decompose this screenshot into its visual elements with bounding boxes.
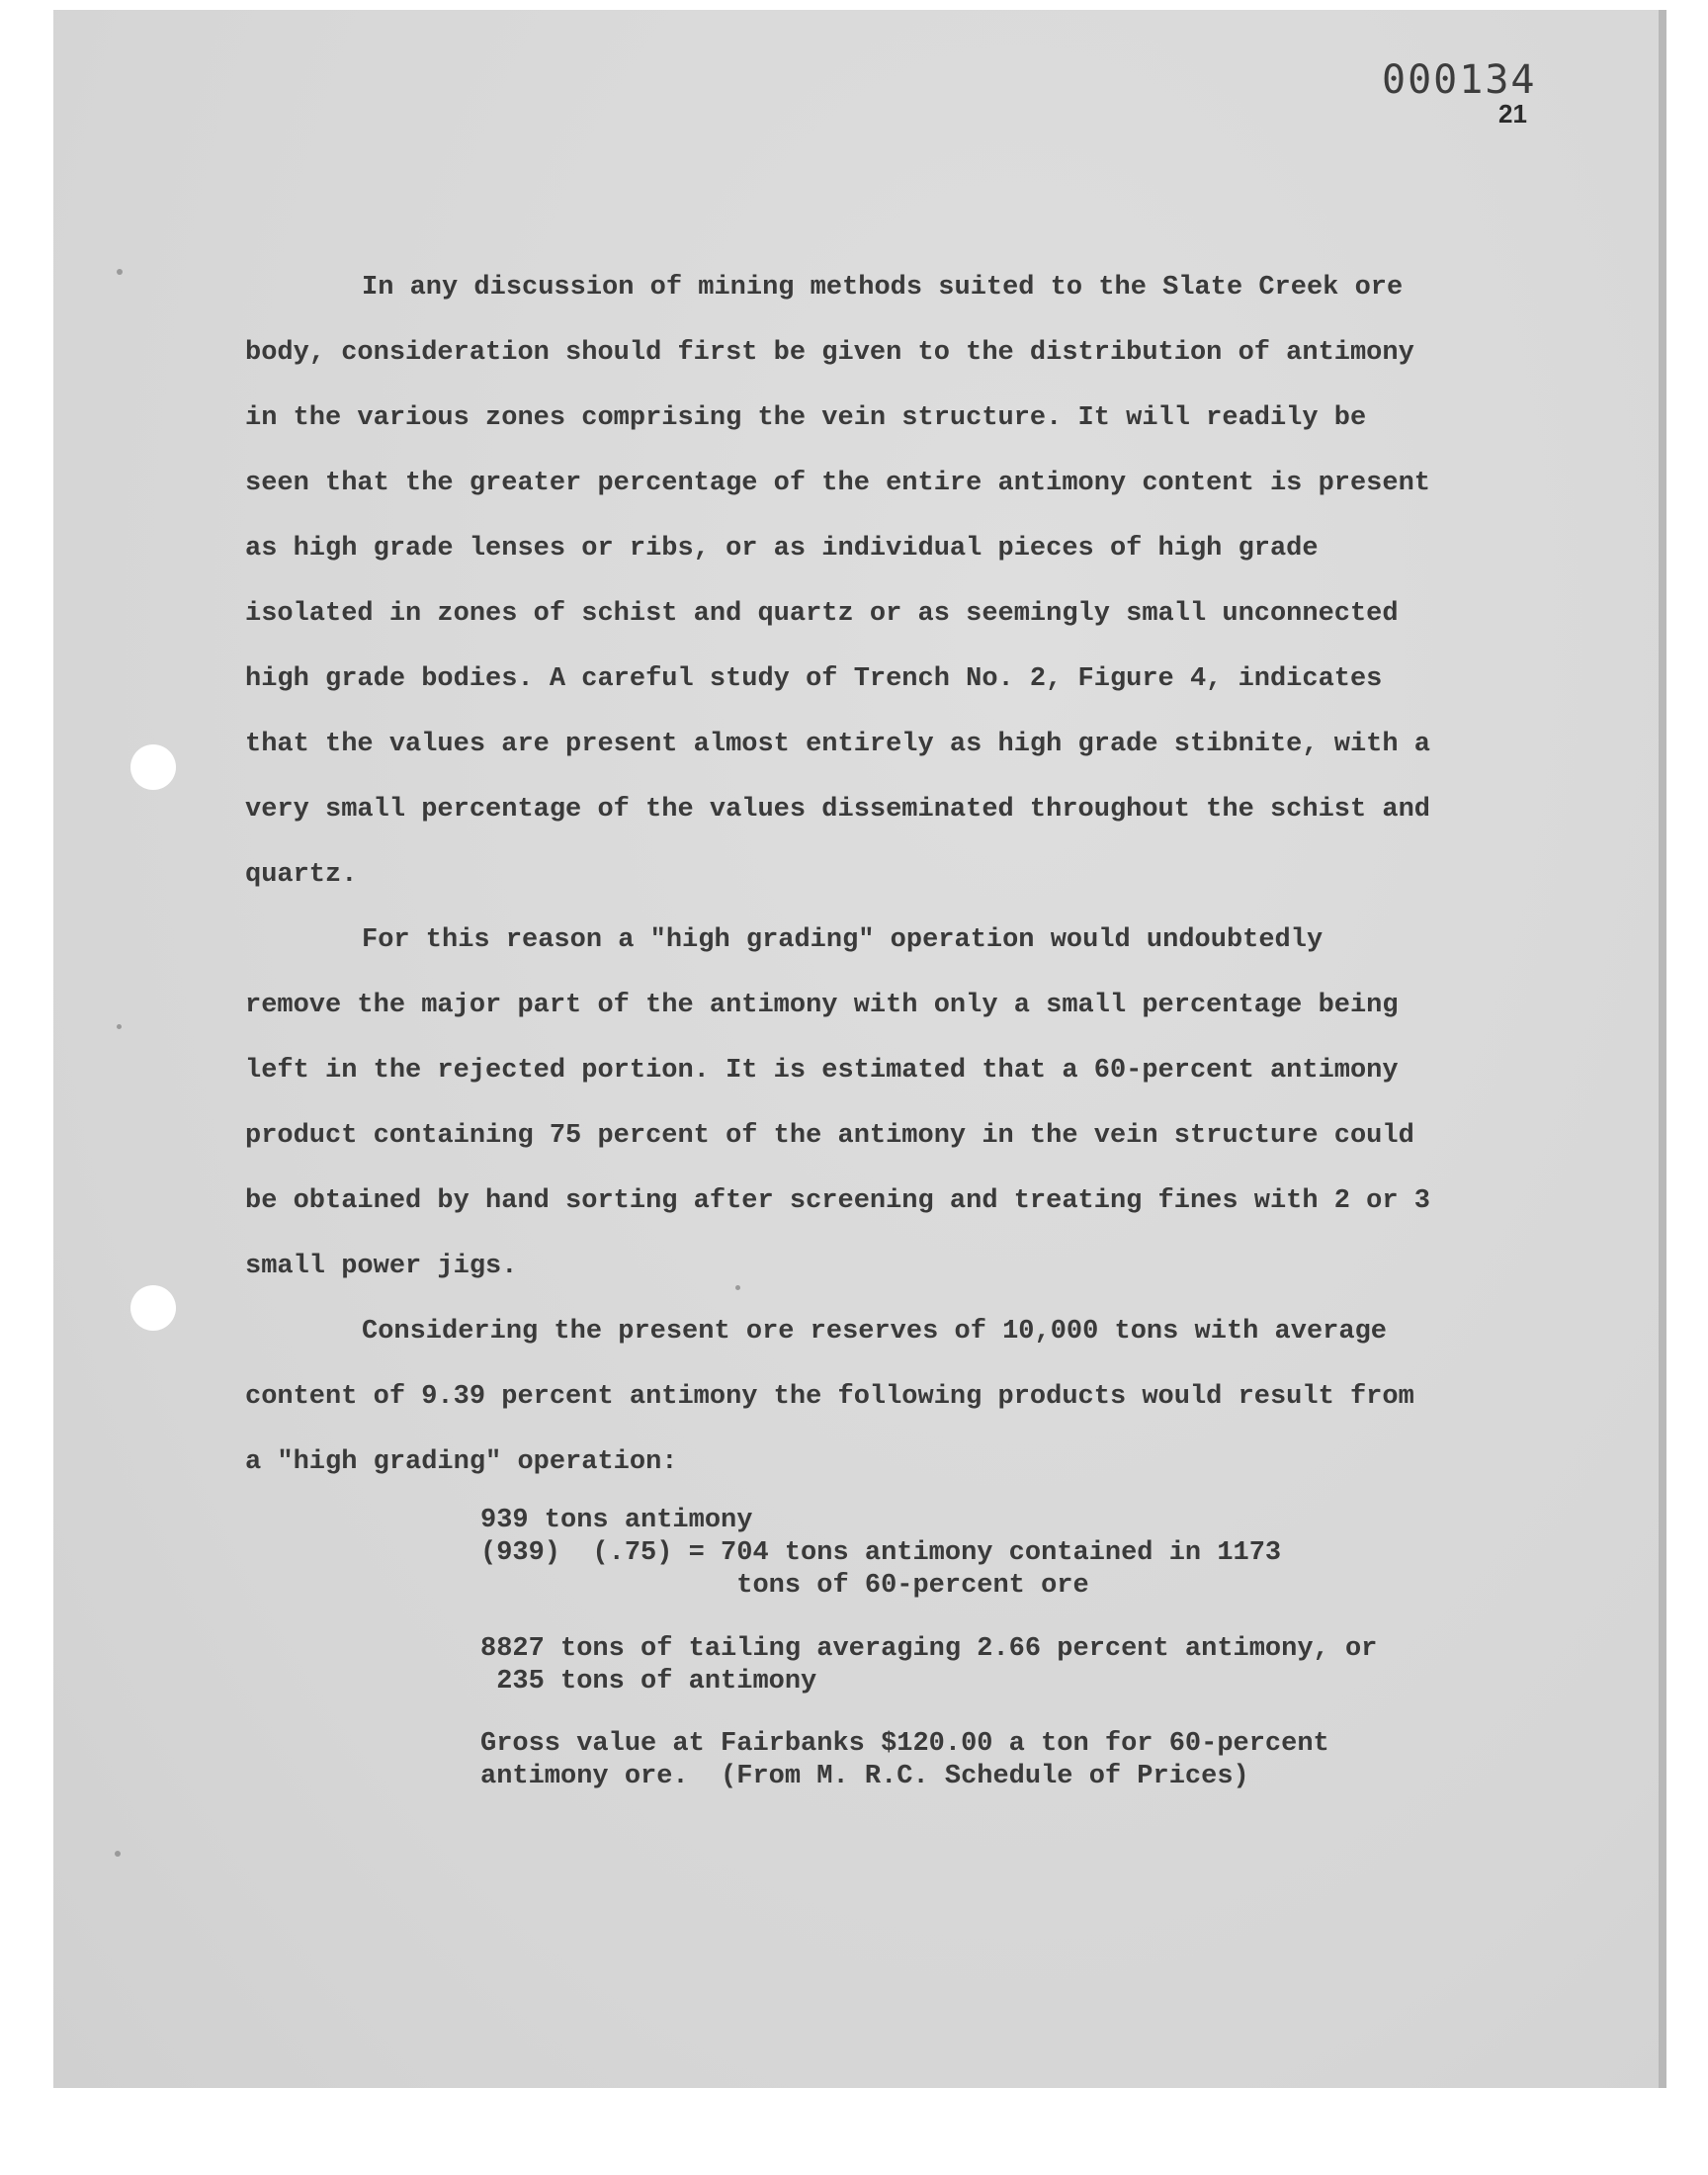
calc-line: (939) (.75) = 704 tons antimony contained in 1173 bbox=[480, 1538, 1282, 1568]
speck bbox=[115, 1851, 121, 1857]
tailing-line: 8827 tons of tailing averaging 2.66 percent antimony, or bbox=[480, 1634, 1378, 1664]
tailing-line: 235 tons of antimony bbox=[480, 1667, 817, 1696]
body-text bbox=[245, 255, 1431, 1495]
paragraph: For this reason a "high grading" operation would undoubtedly remove the major part of the antimony with only a small percentage being left in the rejected portion. It is estimated that a 60-percent antimony product containing 75 percent of the antimony in the vein structure could be obtained by hand sorting after screening and treating fines with 2 or 3 small power jigs. bbox=[245, 925, 1430, 1281]
paragraph: In any discussion of mining methods suited to the Slate Creek ore body, consideration should first be given to the distribution of antimony in the various zones comprising the vein structure. It will readily be seen that the greater percentage of the entire antimony content is present as high grade lenses or ribs, or as individual pieces of high grade isolated in zones of schist and quartz or as seemingly small unconnected high grade bodies. A careful study of Trench No. 2, Figure 4, indicates that the values are present almost entirely as high grade stibnite, with a very small percentage of the values disseminated throughout the schist and quartz. bbox=[245, 273, 1430, 890]
punch-hole bbox=[130, 1285, 176, 1331]
page-number: 000134 bbox=[1382, 57, 1537, 103]
speck bbox=[117, 1024, 122, 1029]
page-subnumber: 21 bbox=[1498, 99, 1527, 129]
page-edge bbox=[1659, 10, 1666, 2088]
tailing-block bbox=[480, 1633, 1429, 1698]
calc-line: 939 tons antimony bbox=[480, 1506, 753, 1535]
gross-value-block bbox=[480, 1728, 1429, 1793]
speck bbox=[117, 269, 123, 275]
calculation-block bbox=[480, 1505, 1429, 1603]
paragraph: Considering the present ore reserves of 10,000 tons with average content of 9.39 percent antimony the following products would result from a "high grading" operation: bbox=[245, 1317, 1414, 1477]
value-line: antimony ore. (From M. R.C. Schedule of Prices) bbox=[480, 1762, 1249, 1791]
calc-line: tons of 60-percent ore bbox=[480, 1571, 1089, 1601]
punch-hole bbox=[130, 744, 176, 790]
value-line: Gross value at Fairbanks $120.00 a ton for 60-percent bbox=[480, 1729, 1329, 1759]
